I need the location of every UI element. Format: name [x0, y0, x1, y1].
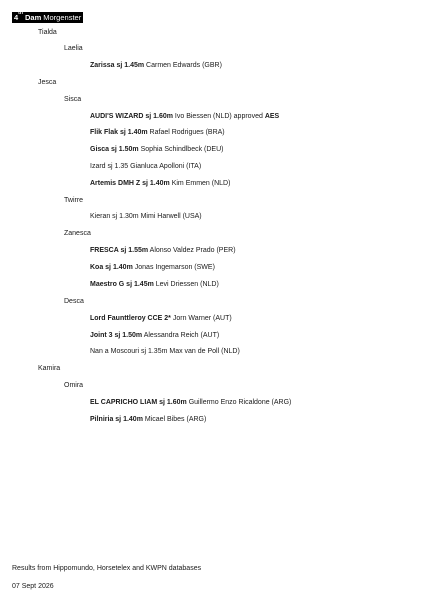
dam-name: Laelia [64, 45, 83, 52]
rider-info: Rafael Rodrigues (BRA) [149, 129, 225, 136]
dam-line-level-2 [64, 230, 91, 237]
rider-info: Carmen Edwards (GBR) [146, 62, 222, 69]
horse-name: Koa sj 1.40m [90, 264, 133, 271]
header-ordinal-suffix: th [18, 10, 23, 17]
horse-name: AUDI'S WIZARD sj 1.60m [90, 113, 173, 120]
dam-line-level-2 [64, 96, 81, 103]
horse-name: Artemis DMH Z sj 1.40m [90, 180, 170, 187]
header-dam-name: Morgenster [43, 12, 82, 22]
offspring-entry [90, 180, 230, 187]
offspring-entry [90, 129, 225, 136]
horse-name: EL CAPRICHO LIAM sj 1.60m [90, 399, 187, 406]
offspring-entry [90, 213, 202, 220]
studbook-badge: AES [264, 113, 280, 120]
dam-line-level-2 [64, 382, 83, 389]
offspring-entry [90, 281, 219, 288]
horse-name: Lord Faunttleroy CCE 2* [90, 315, 171, 322]
dam-line-level-1 [38, 79, 56, 86]
rider-info: Sophia Schindlbeck (DEU) [140, 146, 224, 153]
offspring-entry [90, 416, 206, 423]
offspring-entry [90, 113, 279, 120]
source-note: Results from Hippomundo, Horsetelex and KWPN databases [12, 565, 202, 572]
dam-line-level-1 [38, 29, 57, 36]
dam-line-level-2 [64, 298, 84, 305]
horse-name: FRESCA sj 1.55m [90, 247, 149, 254]
offspring-entry [90, 348, 240, 355]
offspring-entry [90, 332, 219, 339]
dam-name: Zanesca [64, 230, 91, 237]
rider-info: Micael Bibes (ARG) [144, 416, 207, 423]
report-date: 07 Sept 2026 [12, 583, 54, 590]
dam-name: Sisca [64, 96, 82, 103]
offspring-text: Izard sj 1.35 Gianluca Apolloni (ITA) [90, 163, 202, 170]
offspring-text: Nan a Moscouri sj 1.35m Max van de Poll (NLD) [90, 348, 240, 355]
offspring-entry [90, 399, 291, 406]
horse-name: Joint 3 sj 1.50m [90, 332, 143, 339]
rider-info: Ivo Biessen (NLD) approved [174, 113, 263, 120]
horse-name: Gisca sj 1.50m [90, 146, 139, 153]
rider-info: Alonso Valdez Prado (PER) [149, 247, 236, 254]
rider-info: Levi Driessen (NLD) [155, 281, 219, 288]
offspring-text: Kieran sj 1.30m Mimi Harwell (USA) [90, 213, 202, 220]
header-label: Dam [25, 12, 42, 22]
horse-name: Pilniria sj 1.40m [90, 416, 143, 423]
offspring-entry [90, 62, 222, 69]
offspring-entry [90, 315, 232, 322]
rider-info: Guillermo Enzo Ricaldone (ARG) [188, 399, 292, 406]
horse-name: Maestro G sj 1.45m [90, 281, 154, 288]
rider-info: Jonas Ingemarson (SWE) [134, 264, 215, 271]
horse-name: Flik Flak sj 1.40m [90, 129, 148, 136]
dam-name: Omira [64, 382, 84, 389]
rider-info: Jorn Warner (AUT) [172, 315, 232, 322]
dam-line-level-2 [64, 45, 83, 52]
dam-name: Jesca [38, 79, 57, 86]
dam-name: Tialda [38, 29, 57, 36]
dam-name: Kamira [38, 365, 61, 372]
dam-line-level-2 [64, 197, 83, 204]
offspring-entry [90, 247, 236, 254]
dam-name: Twirre [64, 197, 84, 204]
offspring-entry [90, 264, 215, 271]
offspring-entry [90, 163, 201, 170]
section-header [12, 12, 83, 23]
dam-name: Desca [64, 298, 84, 305]
offspring-entry [90, 146, 223, 153]
rider-info: Alessandra Reich (AUT) [143, 332, 220, 339]
header-dam-label [14, 10, 42, 22]
horse-name: Zarissa sj 1.45m [90, 62, 145, 69]
dam-line-level-1 [38, 365, 60, 372]
rider-info: Kim Emmen (NLD) [171, 180, 231, 187]
header-ordinal: 4 [14, 12, 19, 22]
